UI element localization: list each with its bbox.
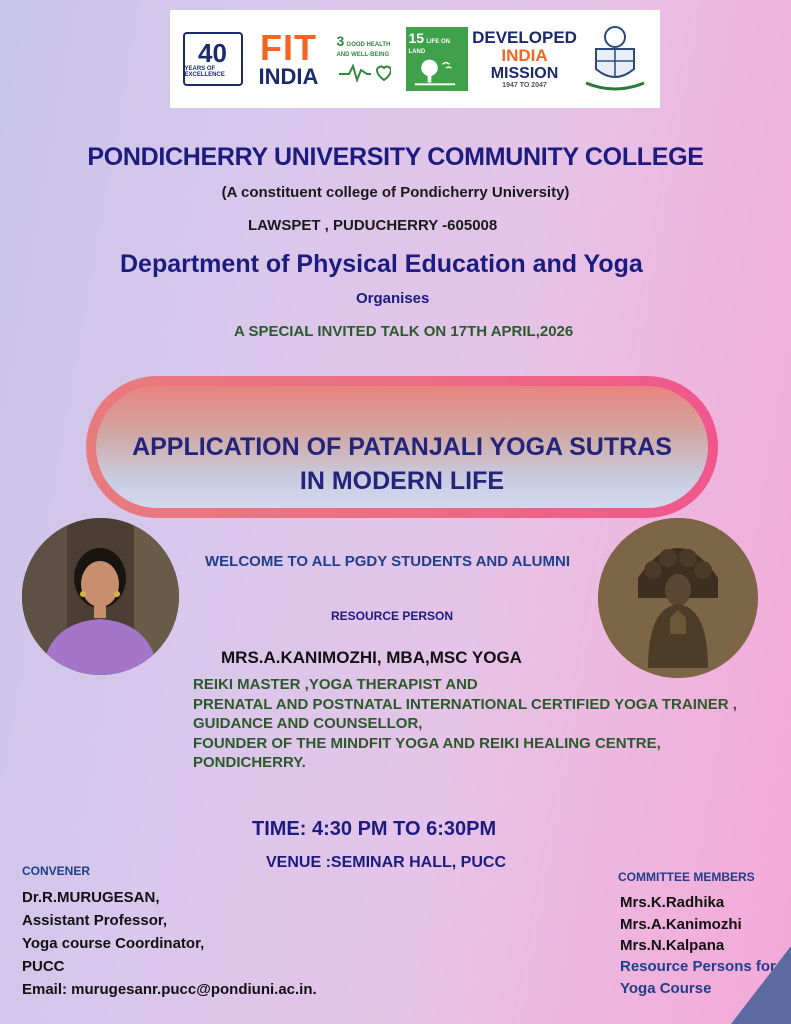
university-emblem-icon <box>582 24 648 94</box>
credential-line: PRENATAL AND POSTNATAL INTERNATIONAL CERTIFIED YOGA TRAINER , <box>193 695 737 713</box>
developed-india-line2: INDIA <box>501 46 548 65</box>
college-address: LAWSPET , PUDUCHERRY -605008 <box>248 217 498 234</box>
sdg15-caption: LIFE ON LAND <box>408 39 450 55</box>
topic-title <box>96 430 708 498</box>
developed-india-line1: DEVELOPED <box>472 28 577 47</box>
patanjali-sculpture-image <box>598 518 758 678</box>
fit-india-logo <box>252 27 326 89</box>
credential-line: GUIDANCE AND COUNSELLOR, <box>193 715 423 732</box>
sdg15-number: 15 <box>408 30 425 46</box>
topic-line-2: IN MODERN LIFE <box>299 467 505 495</box>
developed-india-line3: MISSION <box>490 65 559 82</box>
convener-email: Email: murugesanr.pucc@pondiuni.ac.in. <box>22 981 317 998</box>
sdg3-caption: GOOD HEALTH AND WELL-BEING <box>336 41 391 58</box>
sdg3-logo <box>335 27 397 91</box>
credential-line: REIKI MASTER ,YOGA THERAPIST AND <box>193 676 478 693</box>
logo-banner <box>170 10 660 108</box>
committee-member: Mrs.A.Kanimozhi <box>620 915 742 933</box>
convener-line: Yoga course Coordinator, <box>22 935 205 952</box>
event-time: TIME: 4:30 PM TO 6:30PM <box>252 818 497 840</box>
credential-line: FOUNDER OF THE MINDFIT YOGA AND REIKI HEALING CENTRE, <box>193 734 661 752</box>
talk-date: A SPECIAL INVITED TALK ON 17TH APRIL,2026 <box>234 323 574 340</box>
convener-heading: CONVENER <box>22 864 91 878</box>
welcome-message: WELCOME TO ALL PGDY STUDENTS AND ALUMNI <box>205 553 571 570</box>
sdg3-number: 3 <box>336 32 345 49</box>
resource-person-name: MRS.A.KANIMOZHI, MBA,MSC YOGA <box>221 648 522 667</box>
anniversary-caption: YEARS OF EXCELLENCE <box>184 66 225 78</box>
anniversary-number: 40 <box>198 38 227 68</box>
department-name: Department of Physical Education and Yoga <box>120 250 643 278</box>
committee-members <box>620 892 742 957</box>
convener-line: PUCC <box>22 958 65 975</box>
resource-person-photo <box>22 518 179 675</box>
convener-details <box>22 886 317 1001</box>
resource-person-heading: RESOURCE PERSON <box>331 609 454 623</box>
developed-india-logo <box>472 28 577 89</box>
constituent-note: (A constituent college of Pondicherry University) <box>221 184 570 201</box>
college-title: PONDICHERRY UNIVERSITY COMMUNITY COLLEGE <box>87 143 704 171</box>
event-venue: VENUE :SEMINAR HALL, PUCC <box>266 854 507 871</box>
fit-india-line1: FIT <box>260 27 317 68</box>
committee-note-line: Yoga Course <box>620 979 712 997</box>
organises-label: Organises <box>356 290 430 307</box>
convener-line: Assistant Professor, <box>22 912 168 929</box>
tree-icon <box>409 55 461 88</box>
credential-line: PONDICHERRY. <box>193 754 306 771</box>
corner-decoration <box>731 946 791 1024</box>
committee-member: Mrs.N.Kalpana <box>620 937 725 954</box>
sdg15-logo <box>406 27 468 91</box>
committee-note-line: Resource Persons for <box>620 958 776 975</box>
committee-heading: COMMITTEE MEMBERS <box>618 870 755 884</box>
developed-india-years: 1947 TO 2047 <box>502 82 547 89</box>
topic-line-1: APPLICATION OF PATANJALI YOGA SUTRAS <box>132 433 672 461</box>
resource-person-credentials <box>193 675 737 773</box>
convener-line: Dr.R.MURUGESAN, <box>22 889 160 906</box>
heartbeat-icon <box>337 58 391 86</box>
anniversary-logo <box>183 32 243 86</box>
fit-india-line2: INDIA <box>258 64 319 89</box>
committee-member: Mrs.K.Radhika <box>620 894 725 911</box>
